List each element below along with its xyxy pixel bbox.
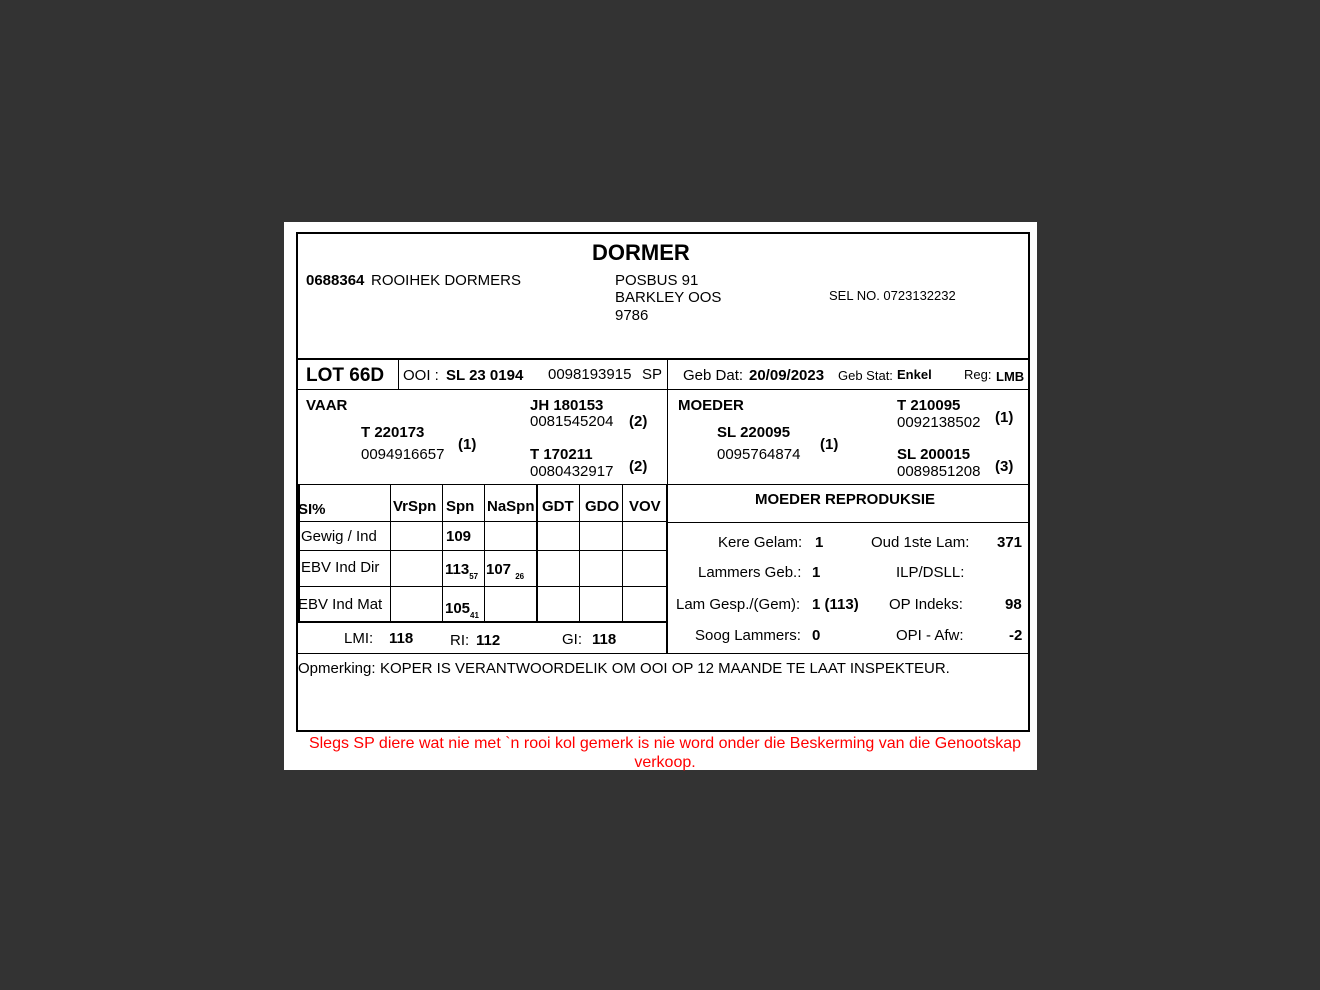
ebv-dir-spn: $113_{57}$ xyxy=(445,561,479,581)
sel-number: SEL NO. 0723132232 xyxy=(829,288,956,303)
lammers-geb-value: 1 xyxy=(812,564,821,581)
si-row-line-1 xyxy=(297,550,667,551)
lot-divider-1 xyxy=(398,359,399,389)
lam-gesp-value: 1 (113) xyxy=(812,596,859,613)
reg-label: Reg: xyxy=(964,367,992,382)
lot-number: LOT 66D xyxy=(306,365,385,386)
divider-pedigree xyxy=(297,484,1028,485)
reg-value: LMB xyxy=(996,369,1025,384)
si-header: SI% xyxy=(298,501,326,518)
dam-id: SL 220095 xyxy=(717,424,791,441)
si-row-line-2 xyxy=(297,586,667,587)
row-label-gewig: Gewig / Ind xyxy=(301,528,377,545)
vov-header: VOV xyxy=(629,498,661,515)
oud-1ste-lam-value: 371 xyxy=(997,534,1023,551)
op-indeks-label: OP Indeks: xyxy=(889,596,963,613)
remark-text: KOPER IS VERANTWOORDELIK OM OOI OP 12 MAANDE TE LAAT INSPEKTEUR. xyxy=(380,660,950,677)
oud-1ste-lam-label: Oud 1ste Lam: xyxy=(871,534,970,551)
dam-label: MOEDER xyxy=(678,397,744,414)
si-col-2 xyxy=(442,485,443,622)
birth-status-label: Geb Stat: xyxy=(838,368,893,383)
gdt-header: GDT xyxy=(542,498,574,515)
ebv-dir-naspn-accuracy: 26 xyxy=(515,572,525,581)
card-border xyxy=(296,232,1030,732)
vrspn-header: VrSpn xyxy=(393,498,437,515)
si-col-4 xyxy=(536,485,538,622)
lam-gesp-label: Lam Gesp./(Gem): xyxy=(676,596,801,613)
repro-header-line xyxy=(667,522,1028,523)
owner-name: ROOIHEK DORMERS xyxy=(371,272,522,289)
remark-label: Opmerking: xyxy=(298,660,376,677)
sire-sire-generation: (2) xyxy=(629,413,648,430)
lammers-geb-label: Lammers Geb.: xyxy=(698,564,802,581)
spn-header: Spn xyxy=(446,498,475,515)
soog-lammers-label: Soog Lammers: xyxy=(695,627,801,644)
ooi-label: OOI : xyxy=(403,367,439,384)
dam-sire-number: 0092138502 xyxy=(897,414,981,431)
lmi-label: LMI: xyxy=(344,630,374,647)
registration-number: 0098193915 xyxy=(548,366,632,383)
breed-title: DORMER xyxy=(592,240,690,265)
birth-status: Enkel xyxy=(897,367,932,382)
ebv-mat-spn-accuracy: 41 xyxy=(470,611,479,620)
dam-generation: (1) xyxy=(820,436,839,453)
ilp-dsll-label: ILP/DSLL: xyxy=(896,564,965,581)
pedigree-divider xyxy=(667,389,668,484)
dam-dam-generation: (3) xyxy=(995,458,1014,475)
protection-note: Slegs SP diere wat nie met `n rooi kol gemerk is nie word onder die Beskerming van die Genootskap verkoop. xyxy=(308,735,1022,771)
si-col-1 xyxy=(390,485,391,622)
naspn-header: NaSpn xyxy=(487,498,535,515)
si-col-3 xyxy=(484,485,485,622)
sire-sire-number: 0081545204 xyxy=(530,413,614,430)
row-label-ebv-mat: EBV Ind Mat xyxy=(298,596,383,613)
sire-dam-number: 0080432917 xyxy=(530,463,614,480)
address-line-3: 9786 xyxy=(615,307,649,324)
divider-lot xyxy=(297,389,1028,390)
birth-date-label: Geb Dat: xyxy=(683,367,744,384)
kere-gelam-label: Kere Gelam: xyxy=(718,534,803,551)
si-col-5 xyxy=(579,485,580,622)
reproduction-title: MOEDER REPRODUKSIE xyxy=(755,491,936,508)
lot-divider-2 xyxy=(667,359,668,389)
sire-dam-generation: (2) xyxy=(629,458,648,475)
gdo-header: GDO xyxy=(585,498,620,515)
dam-number: 0095764874 xyxy=(717,446,801,463)
gi-label: GI: xyxy=(562,631,583,648)
sire-id: T 220173 xyxy=(361,424,425,441)
birth-date: 20/09/2023 xyxy=(749,367,825,384)
owner-number: 0688364 xyxy=(306,272,365,289)
address-line-2: BARKLEY OOS xyxy=(615,289,722,306)
sire-dam-id: T 170211 xyxy=(530,446,593,463)
sire-sire-id: JH 180153 xyxy=(530,397,604,414)
ri-label: RI: xyxy=(450,632,470,649)
dam-dam-number: 0089851208 xyxy=(897,463,981,480)
ebv-dir-spn-accuracy: 57 xyxy=(469,572,479,581)
si-bottom-line xyxy=(297,621,667,623)
si-right-border xyxy=(666,485,668,654)
opi-afw-label: OPI - Afw: xyxy=(896,627,964,644)
soog-lammers-value: 0 xyxy=(812,627,821,644)
row-label-ebv-dir: EBV Ind Dir xyxy=(301,559,380,576)
sire-label: VAAR xyxy=(306,397,348,414)
sire-generation: (1) xyxy=(458,436,477,453)
op-indeks-value: 98 xyxy=(1005,596,1022,613)
lmi-value: 118 xyxy=(389,630,414,647)
si-header-line xyxy=(297,521,667,522)
divider-header xyxy=(297,358,1028,360)
ri-value: 112 xyxy=(476,632,501,649)
si-col-6 xyxy=(622,485,623,622)
ooi-id: SL 23 0194 xyxy=(446,367,524,384)
sire-number: 0094916657 xyxy=(361,446,445,463)
opi-afw-value: -2 xyxy=(1009,627,1023,644)
ebv-mat-spn: $105_{41}$ xyxy=(445,600,479,620)
address-line-1: POSBUS 91 xyxy=(615,272,699,289)
dam-sire-generation: (1) xyxy=(995,409,1014,426)
gewig-spn: 109 xyxy=(446,528,472,545)
ebv-dir-naspn: 107 $_{26}$ xyxy=(486,561,525,581)
dam-sire-id: T 210095 xyxy=(897,397,961,414)
sp-status: SP xyxy=(642,366,663,383)
gi-value: 118 xyxy=(592,631,617,648)
dam-dam-id: SL 200015 xyxy=(897,446,971,463)
kere-gelam-value: 1 xyxy=(815,534,824,551)
divider-remark xyxy=(297,653,1028,654)
